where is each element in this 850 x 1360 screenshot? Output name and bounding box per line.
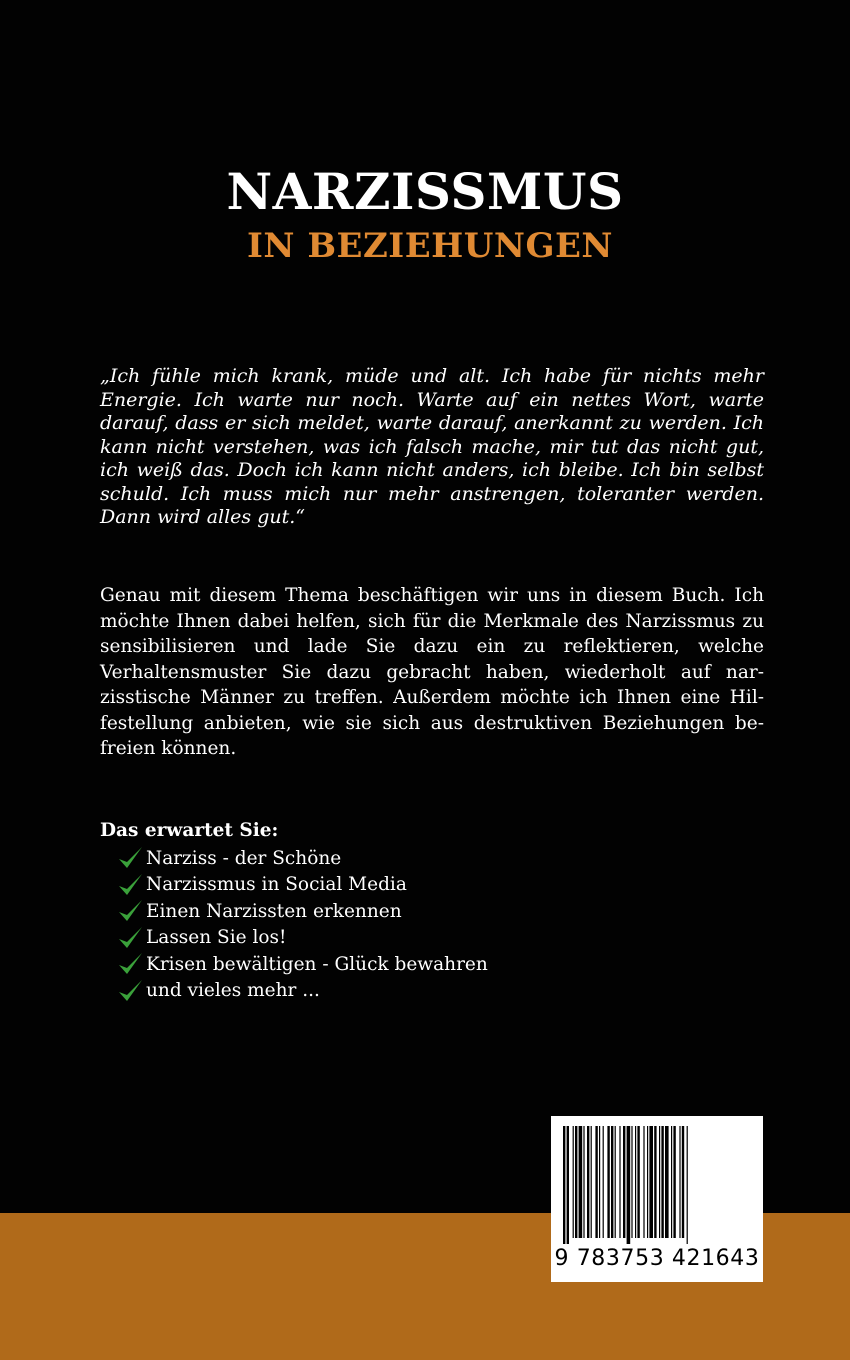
list-item <box>116 978 488 1005</box>
list-item-label: und vieles mehr ... <box>146 980 320 1002</box>
barcode-bar <box>687 1126 688 1244</box>
barcode-bar <box>671 1126 672 1238</box>
barcode-bar <box>591 1126 592 1238</box>
barcode-bar <box>649 1126 653 1238</box>
barcode-bar <box>647 1126 648 1238</box>
barcode-bar <box>627 1126 631 1244</box>
barcode-bar <box>615 1126 616 1238</box>
checkmark-icon <box>116 951 144 977</box>
list-item <box>116 951 488 978</box>
barcode-bar <box>637 1126 639 1238</box>
barcode-bar <box>661 1126 663 1238</box>
list-heading: Das erwartet Sie: <box>100 820 279 841</box>
barcode-bar <box>619 1126 620 1238</box>
barcode-bar <box>631 1126 632 1238</box>
barcode-bar <box>579 1126 583 1238</box>
barcode-bar <box>603 1126 604 1238</box>
list-item-label: Narzissmus in Social Media <box>146 874 407 896</box>
list-item-label: Lassen Sie los! <box>146 927 287 949</box>
barcode-bar <box>673 1126 675 1238</box>
checkmark-icon <box>116 872 144 898</box>
isbn-number: 9 783753 421643 <box>554 1246 760 1271</box>
barcode-bar <box>635 1126 636 1238</box>
book-subtitle: IN BEZIEHUNGEN <box>247 226 613 266</box>
barcode <box>551 1116 763 1282</box>
barcode-bar <box>654 1126 656 1238</box>
barcode-bar <box>665 1126 669 1238</box>
list-item <box>116 925 488 952</box>
description-text: Genau mit diesem Thema beschäftigen wir uns in diesem Buch. Ich möchte Ihnen dabei helfen, sich für die Merkmale des Narzissmus zu sensibilisieren und lade Sie dazu ein zu reflektieren, welche Verhaltensmuster Sie dazu gebracht haben, wiederholt auf narzisstische Männer zu treffen. Außerdem möchte ich Ihnen eine Hilfestellung anbieten, wie sie sich aus destruktiven Beziehungen befreien können. <box>100 585 764 759</box>
checkmark-icon <box>116 845 144 871</box>
barcode-bar <box>567 1126 569 1244</box>
barcode-bar <box>563 1126 565 1244</box>
barcode-bar <box>587 1126 589 1238</box>
checkmark-icon <box>116 978 144 1004</box>
barcode-bar <box>583 1126 584 1238</box>
checkmark-icon <box>116 898 144 924</box>
quote-text: „Ich fühle mich krank, müde und alt. Ich habe für nichts mehr Energie. Ich warte nur noch. Warte auf ein nettes Wort, warte darauf, dass er sich meldet, warte darauf, anerkannt zu werden. Ich kann nicht verstehen, was ich falsch mache, mir tut das nicht gut, ich weiß das. Doch ich kann nicht anders, ich bleibe. Ich bin selbst schuld. Ich muss mich nur mehr anstrengen, toleranter werden. Dann wird alles gut.“ <box>100 365 764 528</box>
feature-list <box>116 845 488 1004</box>
barcode-bar <box>643 1126 644 1238</box>
barcode-bar <box>623 1126 625 1238</box>
barcode-bar <box>611 1126 613 1238</box>
list-item <box>116 845 488 872</box>
list-item <box>116 872 488 899</box>
barcode-bar <box>607 1126 609 1238</box>
barcode-bar <box>682 1126 684 1238</box>
barcode-bar <box>679 1126 680 1238</box>
list-item-label: Krisen bewältigen - Glück bewahren <box>146 953 488 975</box>
checkmark-icon <box>116 925 144 951</box>
book-title: NARZISSMUS <box>226 162 624 221</box>
barcode-bars <box>561 1126 753 1244</box>
barcode-bar <box>573 1126 574 1238</box>
list-item-label: Narziss - der Schöne <box>146 847 342 869</box>
list-item-label: Einen Narzissten erkennen <box>146 900 402 922</box>
barcode-bar <box>595 1126 597 1238</box>
barcode-bar <box>659 1126 660 1238</box>
list-item <box>116 898 488 925</box>
barcode-bar <box>575 1126 577 1238</box>
barcode-bar <box>599 1126 600 1238</box>
